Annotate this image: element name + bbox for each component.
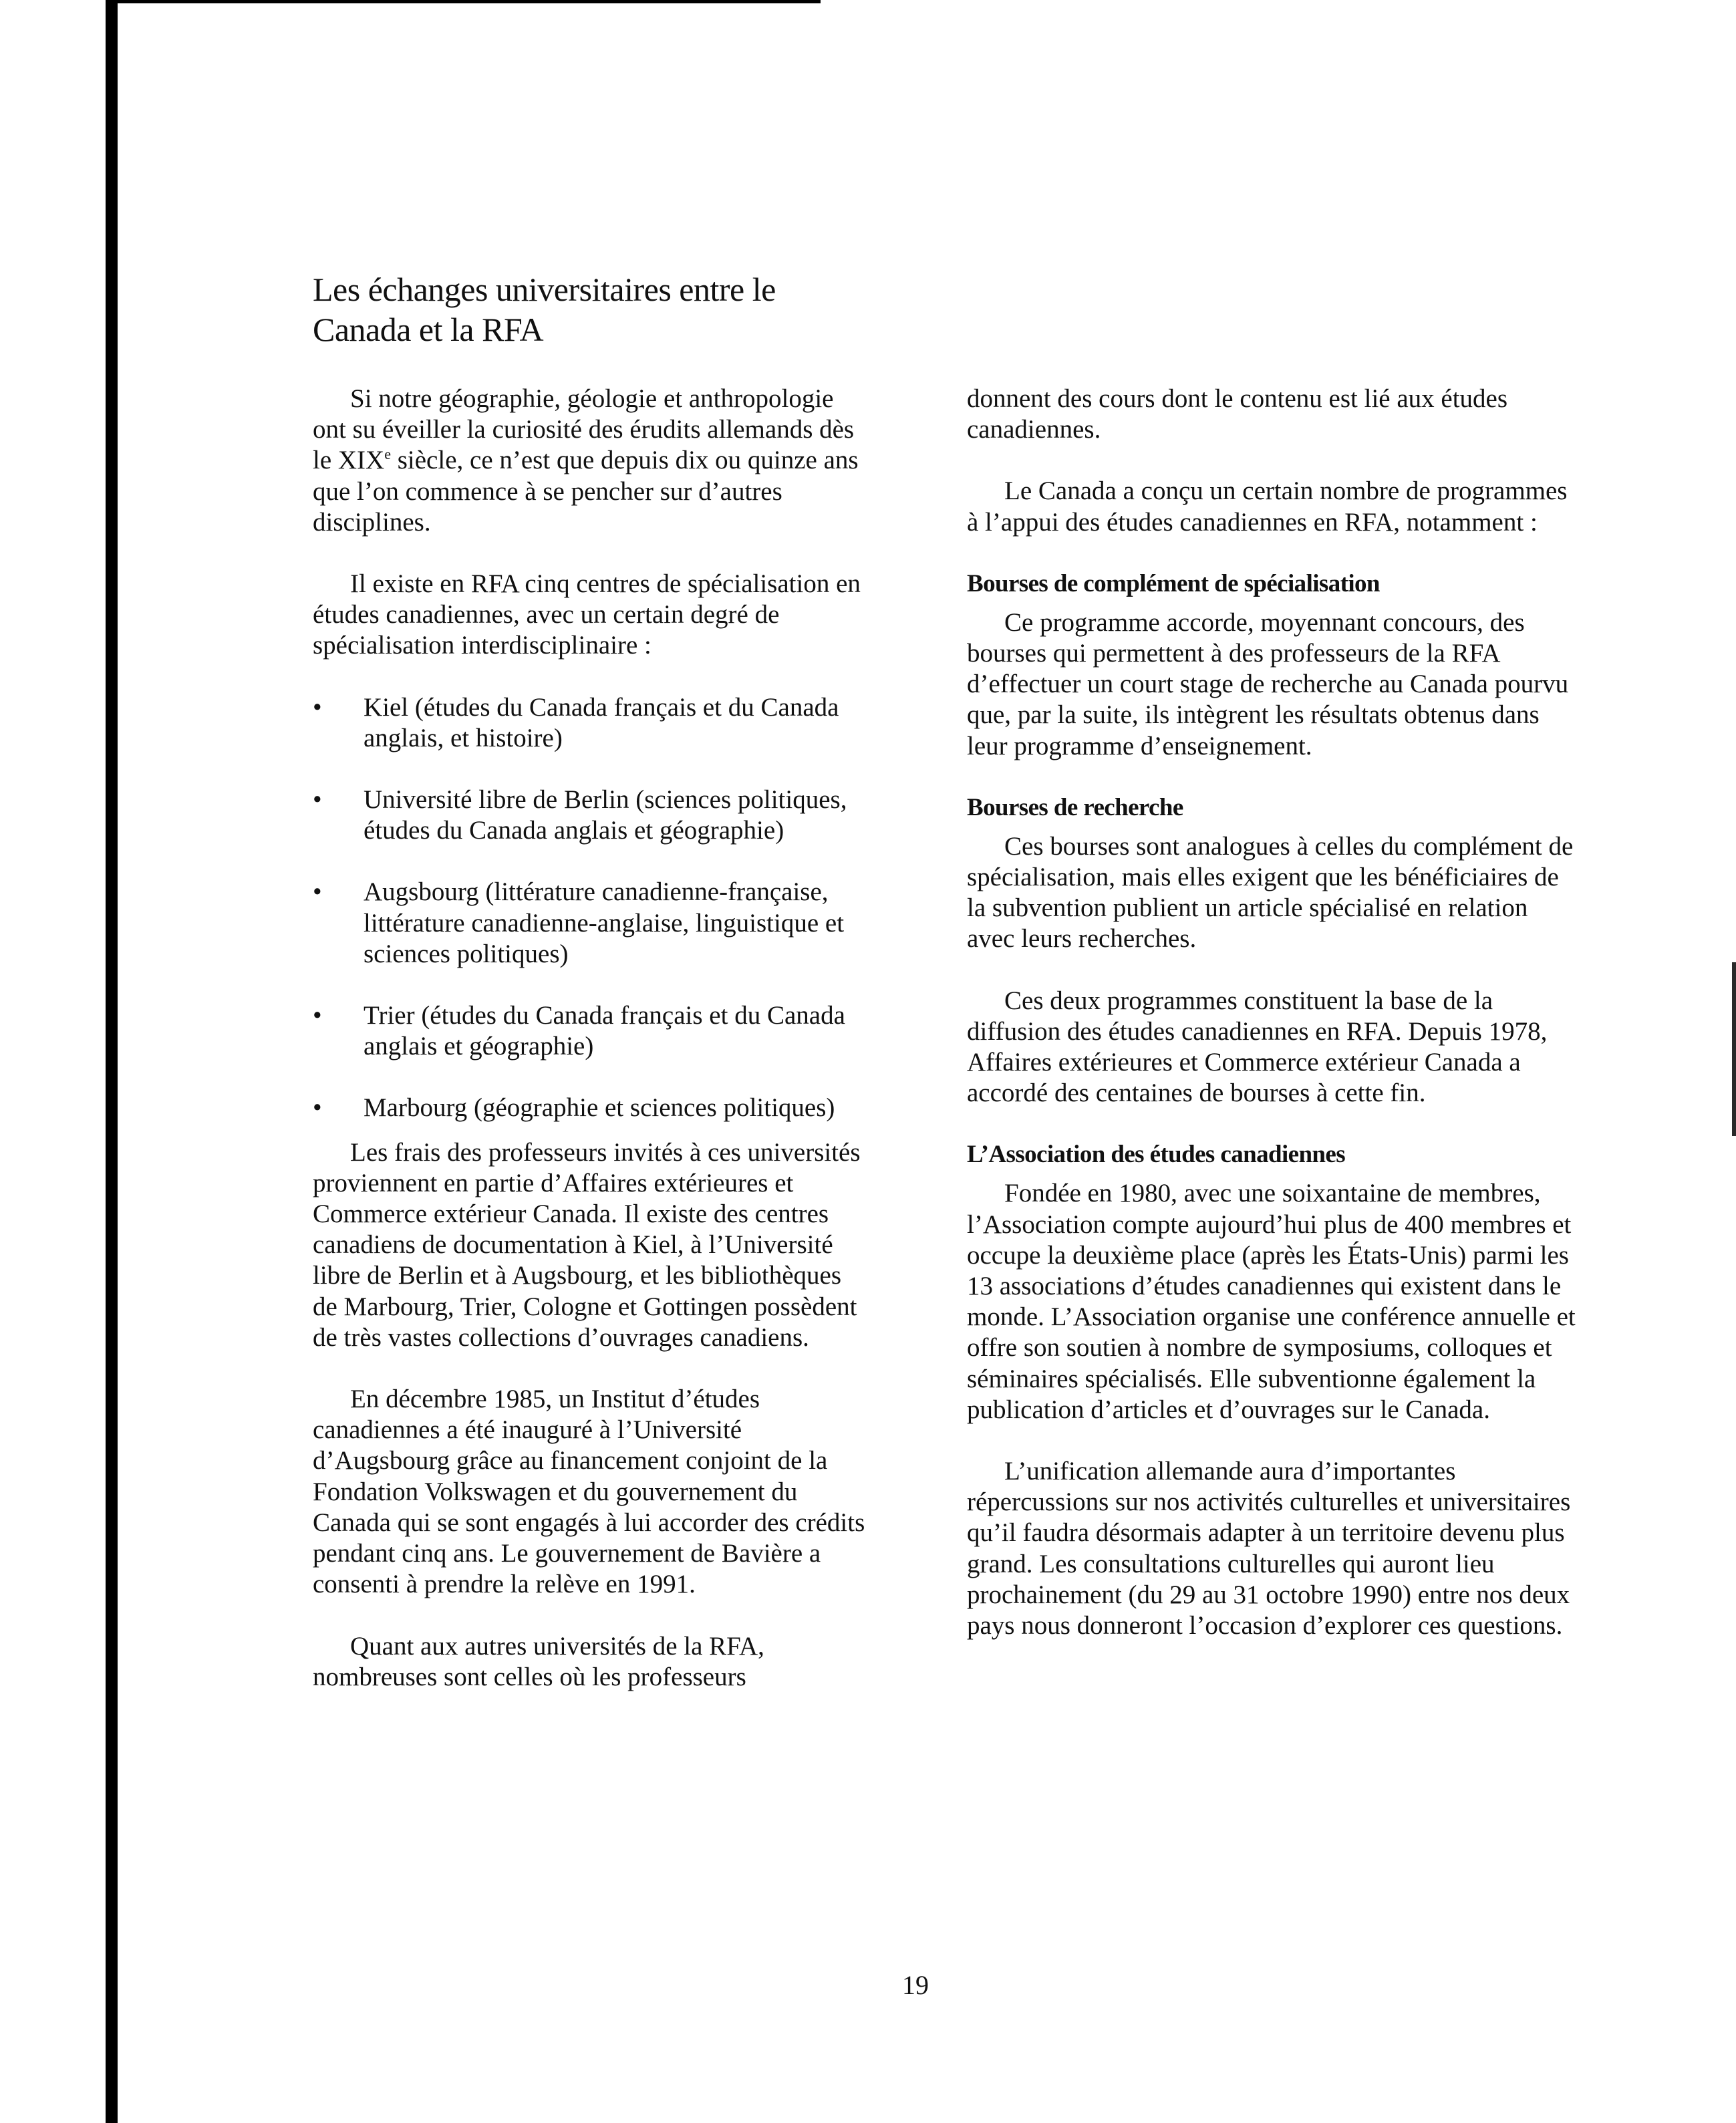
unification-paragraph: L’unification allemande aura d’importantes répercussions sur nos activités culturelles et universitaires qu’il faudra désormais adapter à un territoire devenu plus grand. Les consultations culturelles qui auront lieu prochainement (du 29 au 31 octobre 1990) entre nos deux pays nous donneront l’occasion d’explorer ces questions. — [967, 1457, 1571, 1641]
autres-universites-paragraph: Quant aux autres universités de la RFA, nombreuses sont celles où les professeurs — [313, 1631, 764, 1691]
page-title — [313, 269, 954, 349]
bullet-icon: • — [313, 692, 322, 722]
bourses-complement-paragraph: Ce programme accorde, moyennant concours, des bourses qui permettent à des professeurs de la RFA d’effectuer un court stage de recherche au Canada pourvu que, par la suite, ils intègrent les résultats obtenus dans leur programme d’enseignement. — [967, 607, 1569, 760]
frais-paragraph: Les frais des professeurs invités à ces universités proviennent en partie d’Affaires extérieures et Commerce extérieur Canada. Il existe des centres canadiens de documentation à Kiel, à l’Université libre de Berlin et à Augsbourg, et les bibliothèques de Marbourg, Trier, Cologne et Gottingen possèdent de très vastes collections d’ouvrages canadiens. — [313, 1137, 861, 1352]
centre-trier: Trier (études du Canada français et du Canada anglais et géographie) — [364, 1001, 845, 1061]
list-item — [313, 785, 871, 846]
list-item — [313, 1000, 871, 1062]
bourses-recherche-paragraph: Ces bourses sont analogues à celles du complément de spécialisation, mais elles exigent que les bénéficiaires de la subvention publient un article spécialisé en relation avec leurs recherches. — [967, 831, 1574, 954]
scan-left-border — [106, 0, 118, 2123]
association-paragraph: Fondée en 1980, avec une soixantaine de membres, l’Association compte aujourd’hui plus de 400 membres et occupe la deuxième place (après les États-Unis) parmi les 13 associations d’études canadiennes qui existent dans le monde. L’Association organise une conférence annuelle et offre son soutien à nombre de symposiums, colloques et séminaires spécialisés. Elle subventionne également la publication d’articles et d’ouvrages sur le Canada. — [967, 1179, 1576, 1424]
page-number: 19 — [902, 1970, 929, 2000]
section-heading-bourses-recherche: Bourses de recherche — [967, 793, 1183, 821]
section-heading-bourses-complement: Bourses de complément de spécialisation — [967, 569, 1380, 597]
programmes-base-paragraph: Ces deux programmes constituent la base de la diffusion des études canadiennes en RFA. Depuis 1978, Affaires extérieures et Commerce extérieur Canada a accordé des centaines de bourses à cette fin. — [967, 986, 1548, 1108]
bullet-icon: • — [313, 877, 322, 907]
institut-paragraph: En décembre 1985, un Institut d’études canadiennes a été inauguré à l’Université d’Augsbourg grâce au financement conjoint de la Fondation Volkswagen et du gouvernement du Canada qui se sont engagés à lui accorder des crédits pendant cinq ans. Le gouvernement de Bavière a consenti à prendre la relève en 1991. — [313, 1385, 865, 1599]
scan-right-edge-mark — [1732, 962, 1736, 1136]
century-superscript: e — [384, 446, 391, 463]
centre-marbourg: Marbourg (géographie et sciences politiques) — [364, 1093, 835, 1123]
left-column — [313, 384, 871, 1723]
bullet-icon: • — [313, 1001, 322, 1030]
list-item — [313, 692, 871, 754]
centres-intro-paragraph: Il existe en RFA cinq centres de spécialisation en études canadiennes, avec un certain degré de spécialisation interdisciplinaire : — [313, 569, 861, 660]
list-item — [313, 877, 871, 970]
title-line-1: Les échanges universitaires entre le — [313, 271, 776, 308]
list-item — [313, 1093, 871, 1123]
title-line-2: Canada et la RFA — [313, 311, 544, 348]
intro-text-start: Si notre géographie, géologie et anthropologie ont su éveiller la curiosité des érudits allemands dès le XIX — [313, 384, 855, 475]
intro-paragraph — [313, 384, 871, 538]
continuation-paragraph: donnent des cours dont le contenu est lié aux études canadiennes. — [967, 384, 1508, 444]
scan-top-rule — [106, 0, 821, 3]
programmes-intro-paragraph: Le Canada a conçu un certain nombre de programmes à l’appui des études canadiennes en RFA, notamment : — [967, 476, 1568, 537]
right-column — [967, 384, 1582, 1672]
section-heading-association: L’Association des études canadiennes — [967, 1141, 1346, 1169]
centre-berlin: Université libre de Berlin (sciences politiques, études du Canada anglais et géographie) — [364, 785, 847, 845]
centres-list — [313, 692, 871, 1124]
intro-text-end: siècle, ce n’est que depuis dix ou quinze ans que l’on commence à se pencher sur d’autres disciplines. — [313, 446, 859, 537]
centre-augsbourg: Augsbourg (littérature canadienne-française, littérature canadienne-anglaise, linguistique et sciences politiques) — [364, 877, 845, 968]
bullet-icon: • — [313, 785, 322, 815]
bullet-icon: • — [313, 1093, 322, 1123]
centre-kiel: Kiel (études du Canada français et du Canada anglais, et histoire) — [364, 692, 839, 752]
